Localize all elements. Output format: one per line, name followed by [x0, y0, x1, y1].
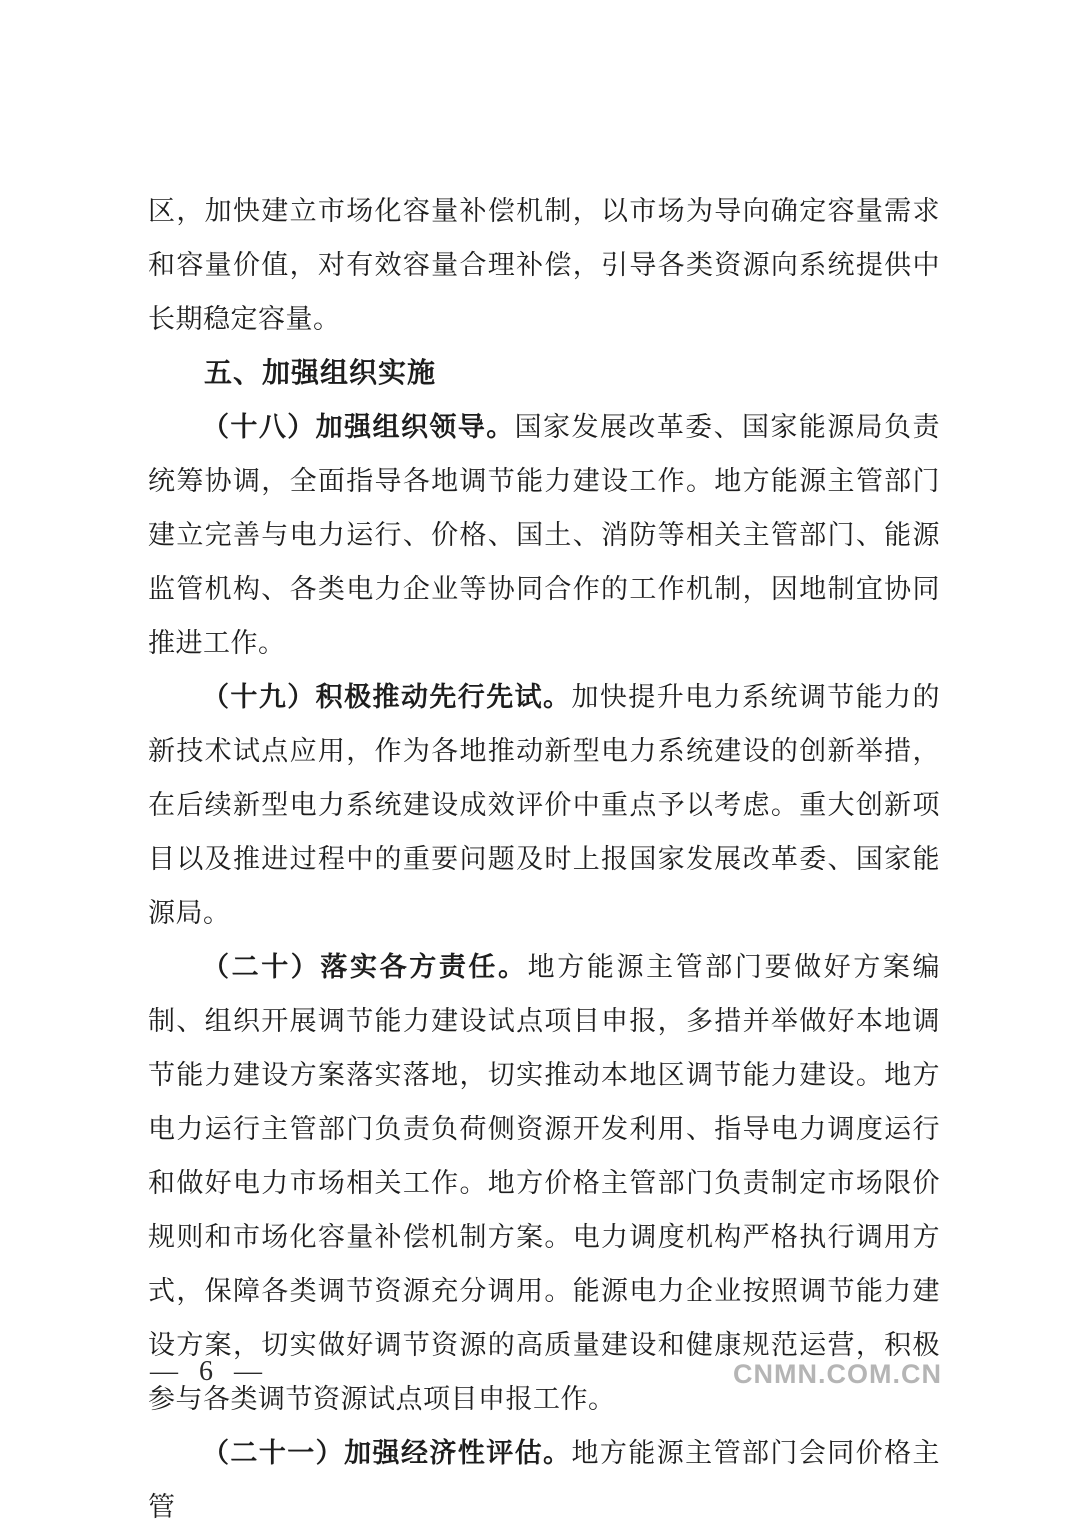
paragraph-lead: （十八）加强组织领导。: [202, 412, 515, 442]
paragraph-item-21: [148, 1426, 940, 1534]
watermark-text: CNMN.COM.CN: [733, 1359, 942, 1389]
section-heading: 五、加强组织实施: [204, 357, 437, 388]
paragraph-text: 加快提升电力系统调节能力的新技术试点应用，作为各地推动新型电力系统建设的创新举措，在后续新型电力系统建设成效评价中重点予以考虑。重大创新项目以及推进过程中的重要问题及时上报国家发展改革委、国家能源局。: [148, 682, 941, 928]
page-number: — 6 —: [150, 1356, 264, 1387]
paragraph-text: 地方能源主管部门要做好方案编制、组织开展调节能力建设试点项目申报，多措并举做好本地调节能力建设方案落实落地，切实推动本地区调节能力建设。地方电力运行主管部门负责负荷侧资源开发利用、指导电力调度运行和做好电力市场相关工作。地方价格主管部门负责制定市场限价规则和市场化容量补偿机制方案。电力调度机构严格执行调用方式，保障各类调节资源充分调用。能源电力企业按照调节能力建设方案，切实做好调节资源的高质量建设和健康规范运营，积极参与各类调节资源试点项目申报工作。: [148, 952, 941, 1414]
paragraph-continuation: 区，加快建立市场化容量补偿机制，以市场为导向确定容量需求和容量价值，对有效容量合理补偿，引导各类资源向系统提供中长期稳定容量。: [148, 196, 940, 334]
paragraph-text: 国家发展改革委、国家能源局负责统筹协调，全面指导各地调节能力建设工作。地方能源主管部门建立完善与电力运行、价格、国土、消防等相关主管部门、能源监管机构、各类电力企业等协同合作的工作机制，因地制宜协同推进工作。: [148, 412, 941, 658]
paragraph-lead: （二十一）加强经济性评估。: [202, 1438, 572, 1468]
paragraph-lead: （二十）落实各方责任。: [202, 952, 528, 982]
paragraph-item-20: [148, 940, 940, 1426]
paragraph-item-19: [148, 670, 940, 940]
paragraph-item-18: [148, 400, 940, 670]
paragraph-text: 地方能源主管部门会同价格主管: [148, 1438, 941, 1522]
paragraph-lead: （十九）积极推动先行先试。: [202, 682, 572, 712]
document-body: [148, 184, 940, 1534]
